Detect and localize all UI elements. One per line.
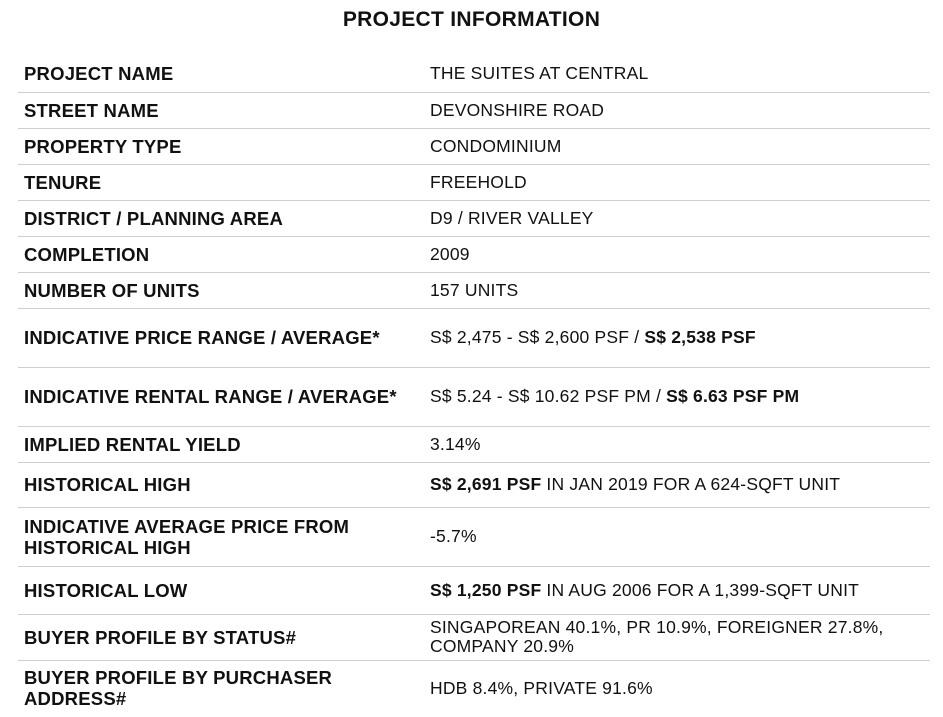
row-label: DISTRICT / PLANNING AREA — [18, 200, 426, 236]
row-value: 157 UNITS — [426, 272, 930, 308]
row-label: INDICATIVE AVERAGE PRICE FROM HISTORICAL HIGH — [18, 507, 426, 566]
row-value: -5.7% — [426, 507, 930, 566]
table-row — [18, 200, 930, 236]
row-value: 2009 — [426, 236, 930, 272]
value-text: IN AUG 2006 FOR A 1,399-SQFT UNIT — [541, 579, 860, 600]
row-value: CONDOMINIUM — [426, 128, 930, 164]
row-value — [426, 462, 930, 507]
row-label: PROJECT NAME — [18, 56, 426, 92]
row-value — [426, 308, 930, 367]
table-row — [18, 56, 930, 92]
row-value — [426, 367, 930, 426]
table-row — [18, 566, 930, 614]
row-label: IMPLIED RENTAL YIELD — [18, 426, 426, 462]
row-label: NUMBER OF UNITS — [18, 272, 426, 308]
table-row — [18, 236, 930, 272]
table-row — [18, 462, 930, 507]
row-label: PROPERTY TYPE — [18, 128, 426, 164]
page-title: PROJECT INFORMATION — [342, 8, 601, 31]
value-highlight: S$ 6.63 PSF PM — [661, 386, 800, 406]
table-row — [18, 92, 930, 128]
row-label: TENURE — [18, 164, 426, 200]
row-label: INDICATIVE RENTAL RANGE / AVERAGE* — [18, 367, 426, 426]
row-value: HDB 8.4%, PRIVATE 91.6% — [430, 677, 653, 698]
row-value: FREEHOLD — [426, 164, 930, 200]
table-row — [18, 660, 930, 716]
row-value — [426, 566, 930, 614]
row-label: HISTORICAL HIGH — [18, 462, 426, 507]
table-row — [18, 308, 930, 367]
value-highlight: S$ 1,250 PSF — [430, 579, 542, 600]
table-row — [18, 614, 930, 660]
table-row — [18, 367, 930, 426]
table-row — [18, 128, 930, 164]
row-value: DEVONSHIRE ROAD — [426, 92, 930, 128]
row-value: 3.14% — [426, 426, 930, 462]
row-value: D9 / RIVER VALLEY — [426, 200, 930, 236]
project-info-table — [18, 56, 930, 716]
row-value: THE SUITES AT CENTRAL — [426, 56, 930, 92]
value-highlight: S$ 2,691 PSF — [430, 474, 542, 494]
row-label: INDICATIVE PRICE RANGE / AVERAGE* — [18, 308, 426, 367]
table-row — [18, 507, 930, 566]
row-label: BUYER PROFILE BY PURCHASER ADDRESS# — [24, 667, 333, 710]
row-label: HISTORICAL LOW — [18, 566, 426, 614]
row-label: COMPLETION — [18, 236, 426, 272]
value-text: S$ 5.24 - S$ 10.62 PSF PM / — [430, 386, 662, 406]
table-row — [18, 426, 930, 462]
value-highlight: S$ 2,538 PSF — [639, 327, 756, 347]
table-row — [18, 272, 930, 308]
row-value: SINGAPOREAN 40.1%, PR 10.9%, FOREIGNER 27.8%, COMPANY 20.9% — [426, 614, 930, 660]
row-label: BUYER PROFILE BY STATUS# — [18, 614, 426, 660]
value-text: S$ 2,475 - S$ 2,600 PSF / — [430, 327, 640, 347]
row-label: STREET NAME — [18, 92, 426, 128]
table-row — [18, 164, 930, 200]
value-text: IN JAN 2019 FOR A 624-SQFT UNIT — [541, 474, 841, 494]
